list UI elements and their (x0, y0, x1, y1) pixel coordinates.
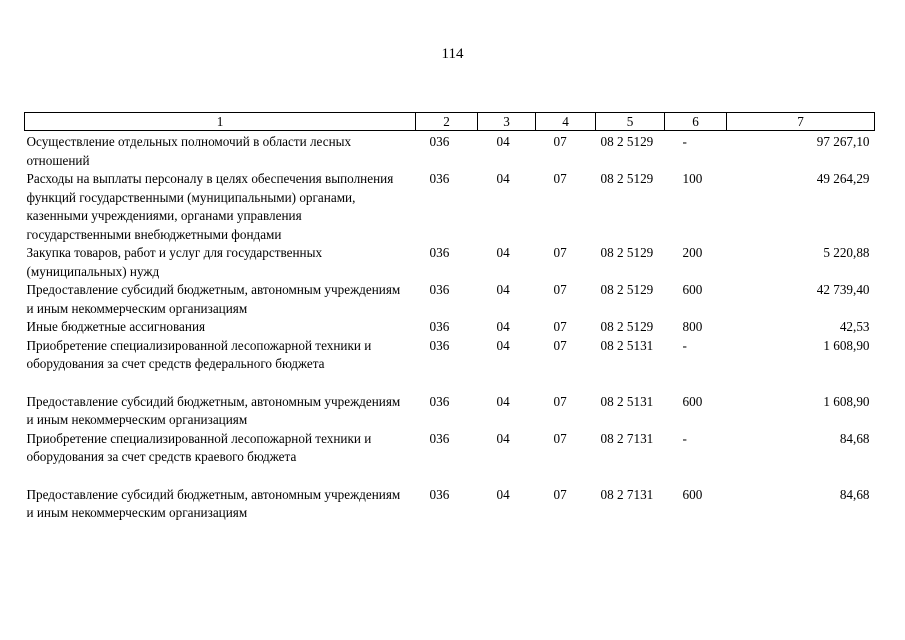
row-pr: 07 (553, 430, 567, 446)
table-row (25, 318, 875, 337)
table-row (25, 170, 875, 244)
row-gr: 036 (429, 134, 450, 149)
row-gr: 036 (429, 171, 450, 186)
row-amount: 42,53 (839, 319, 870, 334)
row-gr: 036 (429, 319, 450, 334)
header-col-7: 7 (727, 113, 875, 131)
row-name: Предоставление субсидий бюджетным, автономным учреждениям и иным некоммерческим организациям (26, 282, 401, 316)
row-vr: 600 (682, 393, 703, 409)
row-rz: 04 (496, 319, 510, 334)
row-vr: 600 (682, 486, 703, 502)
row-rz: 04 (496, 134, 510, 149)
row-cs: 08 2 5129 (600, 282, 654, 297)
row-name: Предоставление субсидий бюджетным, автономным учреждениям и иным некоммерческим организациям (26, 393, 401, 427)
header-col-4: 4 (536, 113, 596, 131)
row-vr: - (682, 134, 687, 149)
row-rz: 04 (496, 393, 510, 409)
row-gr: 036 (429, 337, 450, 353)
row-amount: 97 267,10 (816, 134, 870, 149)
row-gr: 036 (429, 282, 450, 297)
budget-table (24, 112, 875, 523)
row-rz: 04 (496, 486, 510, 502)
table-body (25, 131, 875, 523)
row-pr: 07 (553, 171, 567, 186)
header-col-2: 2 (416, 113, 478, 131)
row-amount: 1 608,90 (823, 337, 870, 353)
row-amount: 84,68 (839, 430, 870, 446)
row-pr: 07 (553, 393, 567, 409)
row-cs: 08 2 5129 (600, 171, 654, 186)
row-pr: 07 (553, 134, 567, 149)
table-row (25, 337, 875, 374)
row-name: Расходы на выплаты персоналу в целях обеспечения выполнения функций государственными (муниципальными) органами, казенными учреждениями, органами управления государственными внебюджетными фондами (26, 171, 394, 242)
row-pr: 07 (553, 245, 567, 260)
row-cs: 08 2 5129 (600, 319, 654, 334)
header-row (25, 113, 875, 131)
row-gr: 036 (429, 430, 450, 446)
table-row (25, 281, 875, 318)
row-vr: 800 (682, 319, 703, 334)
table-row (25, 244, 875, 281)
row-amount: 42 739,40 (816, 282, 870, 297)
row-spacer (25, 467, 875, 486)
header-col-3: 3 (478, 113, 536, 131)
row-vr: - (682, 430, 687, 446)
row-name: Приобретение специализированной лесопожарной техники и оборудования за счет средств федерального бюджета (26, 337, 372, 371)
page-number: 114 (441, 46, 464, 62)
row-name: Иные бюджетные ассигнования (26, 319, 206, 334)
row-spacer (25, 374, 875, 393)
header-col-5: 5 (596, 113, 665, 131)
row-name: Приобретение специализированной лесопожарной техники и оборудования за счет средств краевого бюджета (26, 430, 372, 464)
row-amount: 1 608,90 (823, 393, 870, 409)
row-cs: 08 2 5131 (600, 393, 654, 409)
row-name: Осуществление отдельных полномочий в области лесных отношений (26, 134, 352, 168)
row-vr: 200 (682, 245, 703, 260)
row-rz: 04 (496, 282, 510, 297)
row-vr: 600 (682, 282, 703, 297)
table-row (25, 131, 875, 171)
row-pr: 07 (553, 282, 567, 297)
row-cs: 08 2 7131 (600, 430, 654, 446)
row-rz: 04 (496, 430, 510, 446)
row-cs: 08 2 5131 (600, 337, 654, 353)
row-cs: 08 2 7131 (600, 486, 654, 502)
row-pr: 07 (553, 486, 567, 502)
row-pr: 07 (553, 337, 567, 353)
row-pr: 07 (553, 319, 567, 334)
table-row (25, 486, 875, 523)
table-row (25, 393, 875, 430)
row-cs: 08 2 5129 (600, 134, 654, 149)
row-amount: 84,68 (839, 486, 870, 502)
row-name: Предоставление субсидий бюджетным, автономным учреждениям и иным некоммерческим организациям (26, 486, 401, 520)
row-rz: 04 (496, 171, 510, 186)
row-vr: - (682, 337, 687, 353)
header-col-6: 6 (665, 113, 727, 131)
row-amount: 49 264,29 (816, 171, 870, 186)
table-header (25, 113, 875, 131)
row-rz: 04 (496, 337, 510, 353)
header-col-1: 1 (25, 113, 416, 131)
row-rz: 04 (496, 245, 510, 260)
row-vr: 100 (682, 171, 703, 186)
row-name: Закупка товаров, работ и услуг для государственных (муниципальных) нужд (26, 245, 323, 279)
row-gr: 036 (429, 486, 450, 502)
row-gr: 036 (429, 393, 450, 409)
row-cs: 08 2 5129 (600, 245, 654, 260)
row-gr: 036 (429, 245, 450, 260)
row-amount: 5 220,88 (823, 245, 870, 260)
table-row (25, 430, 875, 467)
